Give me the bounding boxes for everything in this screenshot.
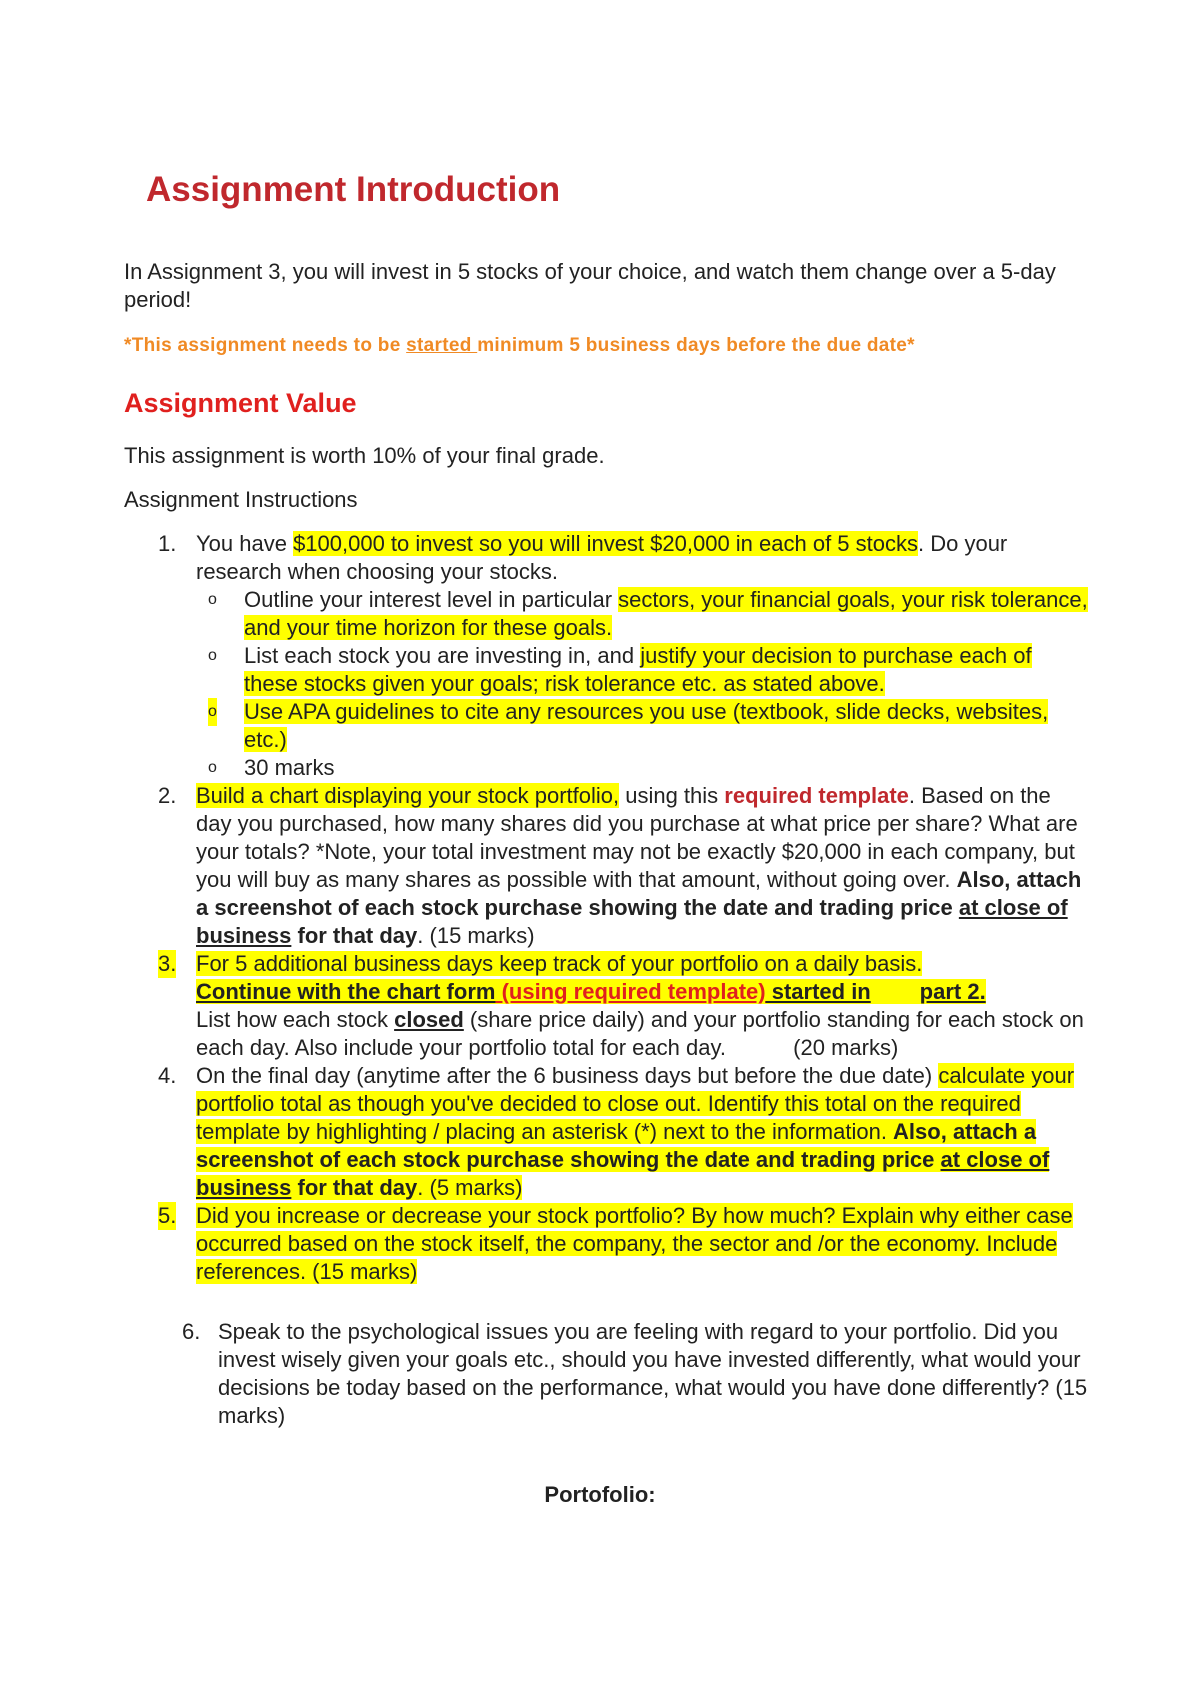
sub-item-list-stocks: o List each stock you are investing in, and justify your decision to purchase each of these stocks given your goals; risk tolerance etc. as stated above.	[208, 643, 1032, 696]
portfolio-label: Portofolio:	[544, 1482, 656, 1507]
bullet-icon: o	[208, 647, 217, 664]
value-text: This assignment is worth 10% of your final grade.	[124, 443, 605, 468]
assignment-value-heading: Assignment Value	[124, 388, 357, 418]
list-item-5: 5. Did you increase or decrease your stock portfolio? By how much? Explain why either case occurred based on the stock itself, the company, the sector and /or the economy. Include references. (15 marks)	[158, 1203, 1073, 1284]
instructions-heading: Assignment Instructions	[124, 487, 358, 512]
bullet-icon: o	[208, 591, 217, 608]
sub-item-marks: o 30 marks	[208, 755, 335, 780]
bullet-icon: o	[208, 759, 217, 776]
start-warning: *This assignment needs to be started minimum 5 business days before the due date*	[124, 335, 915, 356]
sub-item-apa: o Use APA guidelines to cite any resources you use (textbook, slide decks, websites, etc.)	[208, 699, 1049, 752]
bullet-icon: o	[208, 698, 217, 726]
list-item-2: 2. Build a chart displaying your stock portfolio, using this required template. Based on the day you purchased, how many shares did you purchase at what price per share? What are your totals? *Note, your total investment may not be exactly $20,000 in each company, but you will buy as many shares as possible with that amount, without going over. Also, attach a screenshot of each stock purchase showing the date and trading price at close of business for that day. (15 marks)	[158, 783, 1082, 948]
list-item-3: 3. For 5 additional business days keep track of your portfolio on a daily basis. Continue with the chart form (using required template) started in part 2. List how each stock closed (share price daily) and your portfolio standing for each stock on each day. Also include your portfolio total for each day. (20 marks)	[158, 951, 1090, 1060]
intro-paragraph: In Assignment 3, you will invest in 5 stocks of your choice, and watch them change over a 5-day period!	[124, 259, 1056, 312]
required-template-link[interactable]: required template	[724, 783, 909, 808]
list-item-6: 6. Speak to the psychological issues you are feeling with regard to your portfolio. Did you invest wisely given your goals etc., should you have invested differently, what would your decisions be today based on the performance, what would you have done differently? (15 marks)	[182, 1319, 1088, 1428]
instructions-list	[148, 530, 1088, 1286]
sub-item-outline: o Outline your interest level in particular sectors, your financial goals, your risk tolerance, and your time horizon for these goals.	[208, 587, 1088, 640]
list-item-1: 1. You have $100,000 to invest so you will invest $20,000 in each of 5 stocks. Do your research when choosing your stocks.	[158, 531, 1008, 584]
list-item-4: 4. On the final day (anytime after the 6 business days but before the due date) calculate your portfolio total as though you've decided to close out. Identify this total on the required template by highlighting / placing an asterisk (*) next to the information. Also, attach a screenshot of each stock purchase showing the date and trading price at close of business for that day. (5 marks)	[158, 1063, 1075, 1200]
page-title: Assignment Introduction	[146, 170, 561, 209]
